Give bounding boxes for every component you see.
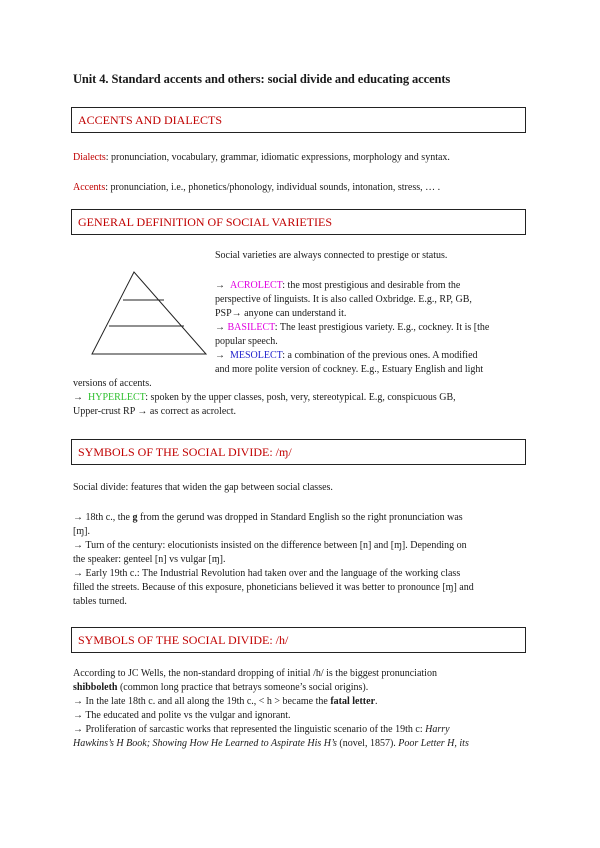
- acrolect-line-1: : the most prestigious and desirable from the: [282, 280, 461, 291]
- mesolect-definition: [215, 349, 527, 377]
- acrolect-definition: [215, 279, 527, 321]
- acrolect-line-2: perspective of linguists. It is also called Oxbridge. E.g., RP, GB,: [215, 294, 472, 305]
- mesolect-line-1: : a combination of the previous ones. A modified: [282, 350, 478, 361]
- fatal-letter-term: fatal letter: [330, 696, 376, 707]
- mesolect-label: MESOLECT: [230, 350, 283, 361]
- h-paragraph-3: → The educated and polite vs the vulgar and ignorant.: [73, 710, 291, 721]
- hyperlect-definition: [73, 391, 527, 419]
- arrow-icon: →: [215, 280, 225, 291]
- ng-paragraph-1: [73, 511, 527, 539]
- basilect-definition: [215, 321, 527, 349]
- h-paragraph-4: [73, 723, 527, 751]
- h-paragraph-2: [73, 695, 527, 709]
- ng-p3-line-3: tables turned.: [73, 596, 127, 607]
- arrow-icon: →: [215, 350, 225, 361]
- basilect-line-2: popular speech.: [215, 336, 278, 347]
- h-p4-mid: (novel, 1857).: [336, 738, 399, 749]
- hyperlect-line-2: Upper-crust RP → as correct as acrolect.: [73, 406, 236, 417]
- ng-p3-line-2: filled the streets. Because of this exposure, phoneticians believed it was better to pronounce [ɱ] and: [73, 582, 474, 593]
- page-title: Unit 4. Standard accents and others: social divide and educating accents: [73, 72, 451, 86]
- section-header-symbols-ng: SYMBOLS OF THE SOCIAL DIVIDE: /ɱ/: [71, 439, 526, 465]
- ng-paragraph-3: [73, 567, 527, 609]
- dialects-text: : pronunciation, vocabulary, grammar, idiomatic expressions, morphology and syntax.: [105, 152, 450, 163]
- arrow-icon: →: [73, 392, 83, 403]
- mesolect-line-3: versions of accents.: [73, 378, 152, 389]
- h-p4-italic-1: Harry: [425, 724, 450, 735]
- ng-p2-line-2: the speaker: genteel [n] vs vulgar [ɱ].: [73, 554, 226, 565]
- h-paragraph-1: [73, 667, 527, 695]
- social-divide-intro: Social divide: features that widen the gap between social classes.: [73, 482, 333, 493]
- basilect-label: BASILECT: [227, 322, 275, 333]
- h-p4-italic-2: Hawkins’s H Book; Showing How He Learned to Aspirate His H’s: [73, 738, 337, 749]
- hyperlect-line-1: : spoken by the upper classes, posh, very, stereotypical. E.g, conspicuous GB,: [145, 392, 456, 403]
- h-p4-line-1: → Proliferation of sarcastic works that represented the linguistic scenario of the 19th c:: [73, 724, 426, 735]
- social-pyramid-diagram: [90, 270, 210, 360]
- dialects-label: Dialects: [73, 152, 106, 163]
- h-p2-end: .: [375, 696, 378, 707]
- ng-paragraph-2: [73, 539, 527, 567]
- mesolect-line-2: and more polite version of cockney. E.g., Estuary English and light: [215, 364, 484, 375]
- h-p1-line-2: (common long practice that betrays someone’s social origins).: [117, 682, 369, 693]
- ng-p3-line-1: → Early 19th c.: The Industrial Revolution had taken over and the language of the working class: [73, 568, 461, 579]
- accents-text: : pronunciation, i.e., phonetics/phonology, individual sounds, intonation, stress, … .: [105, 182, 441, 193]
- acrolect-label: ACROLECT: [230, 280, 283, 291]
- h-p1-line-1: According to JC Wells, the non-standard dropping of initial /h/ is the biggest pronunciation: [73, 668, 437, 679]
- dialects-definition: [73, 151, 527, 165]
- ng-p1-start: → 18th c., the: [73, 512, 133, 523]
- shibboleth-term: shibboleth: [73, 682, 118, 693]
- accents-definition: [73, 181, 527, 195]
- ng-p1-end: [ɱ].: [73, 526, 90, 537]
- ng-p1-rest: from the gerund was dropped in Standard English so the right pronunciation was: [137, 512, 463, 523]
- hyperlect-label: HYPERLECT: [88, 392, 146, 403]
- basilect-line-1: : The least prestigious variety. E.g., cockney. It is [the: [274, 322, 490, 333]
- varieties-intro: Social varieties are always connected to prestige or status.: [215, 250, 448, 261]
- pyramid-outline: [92, 272, 206, 354]
- accents-label: Accents: [73, 182, 106, 193]
- ng-p2-line-1: → Turn of the century: elocutionists insisted on the difference between [n] and [ɱ]. Depending on: [73, 540, 467, 551]
- acrolect-line-3: PSP→ anyone can understand it.: [215, 308, 347, 319]
- h-p4-italic-3: Poor Letter H, its: [398, 738, 469, 749]
- section-header-symbols-h: SYMBOLS OF THE SOCIAL DIVIDE: /h/: [71, 627, 526, 653]
- section-header-accents-dialects: ACCENTS AND DIALECTS: [71, 107, 526, 133]
- ng-p1-g: g: [132, 512, 138, 523]
- arrow-icon: →: [215, 322, 225, 333]
- section-header-general-definition: GENERAL DEFINITION OF SOCIAL VARIETIES: [71, 209, 526, 235]
- h-p2-start: → In the late 18th c. and all along the 19th c., < h > became the: [73, 696, 331, 707]
